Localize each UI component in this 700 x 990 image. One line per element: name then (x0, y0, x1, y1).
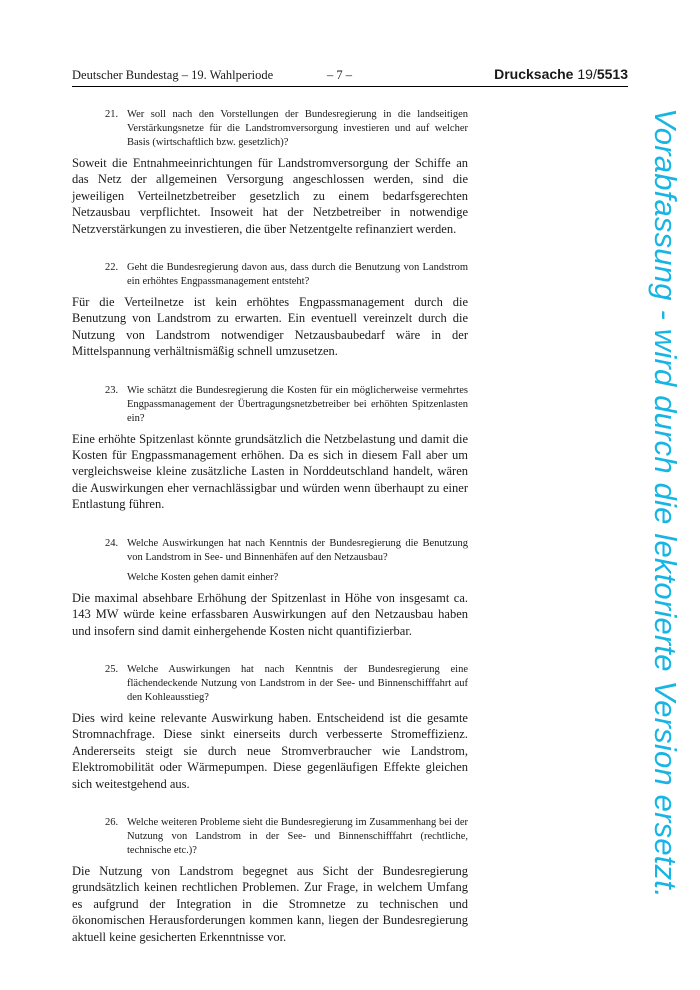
question-text: Geht die Bundesregierung davon aus, dass durch die Benutzung von Landstrom ein erhöhtes Engpassmanagement entsteht? (127, 262, 468, 288)
answer-text: Eine erhöhte Spitzenlast könnte grundsätzlich die Netzbelastung und damit die Kosten für Engpassmanagement erhöhen. Da es sich in diesem Fall aber um vergleichsweise kleine zusätzliche Lasten in Norddeutschland handelt, wären die Auswirkungen eher vernachlässigbar und würden wenn überhaupt zu einer Entlastung führen. (72, 431, 468, 512)
question-text: Wie schätzt die Bundesregierung die Kosten für ein möglicherweise vermehrtes Engpassmanagement der Übertragungsnetzbetreiber bei erhöhten Spitzenlasten ein? (127, 384, 468, 424)
draft-watermark (640, 108, 690, 898)
question (105, 537, 468, 565)
document-label: Drucksache (494, 66, 574, 82)
question-number: 23. (105, 384, 119, 396)
question-number: 21. (105, 109, 119, 120)
question-number: 24. (105, 537, 119, 549)
question-number: 22. (105, 262, 119, 274)
qa-item-21 (72, 108, 468, 237)
question-number: 26. (105, 816, 119, 828)
document-number (494, 66, 628, 82)
question-text: Welche weiteren Probleme sieht die Bundesregierung im Zusammenhang bei der Nutzung von Landstrom in der See- und Binnenschifffahrt (rechtliche, technische etc.)? (127, 816, 468, 856)
answer-text: Die maximal absehbare Erhöhung der Spitzenlast in Höhe von insgesamt ca. 143 MW würde keine erfassbaren Auswirkungen auf den Netzausbau haben und insofern sind damit einhergehende Kosten nicht quantifizierbar. (72, 590, 468, 638)
question-text: Wer soll nach den Vorstellungen der Bundesregierung in die landseitigen Verstärkungsnetze für die Landstromversorgung investieren und auf welcher Basis (wirtschaftlich bzw. gesetzlich)? (127, 109, 468, 148)
qa-item-24 (72, 537, 468, 639)
question (105, 816, 468, 858)
qa-item-23 (72, 384, 468, 513)
question-number: 25. (105, 663, 119, 675)
question (105, 384, 468, 426)
question-text: Welche Auswirkungen hat nach Kenntnis der Bundesregierung eine flächendeckende Nutzung von Landstrom in der See- und Binnenschifffahrt auf den Kohleausstieg? (127, 663, 468, 703)
parliament-title: Deutscher Bundestag – 19. Wahlperiode (72, 68, 274, 82)
question (105, 108, 468, 150)
sub-question-text: Welche Kosten gehen damit einher? (127, 571, 279, 583)
document-number-prefix: 19/ (577, 66, 597, 82)
page-body (72, 108, 468, 945)
page-header (72, 66, 628, 87)
answer-text: Für die Verteilnetze ist kein erhöhtes Engpassmanagement durch die Benutzung von Landstrom zu erwarten. Ein eventuell vereinzelt durch die Nutzung von Landstrom notwendiger Netzausbaubedarf wäre in der Mittelspannung verhältnismäßig schnell umzusetzen. (72, 295, 468, 359)
question-text: Welche Auswirkungen hat nach Kenntnis der Bundesregierung die Benutzung von Landstrom in See- und Binnenhäfen auf den Netzausbau? (127, 537, 468, 563)
question (105, 261, 468, 289)
answer-text: Die Nutzung von Landstrom begegnet aus Sicht der Bundesregierung grundsätzlich keinen rechtlichen Problemen. Zur Frage, in welchem Umfang es aufgrund der Integration in die Stromnetze zu technischen und ökonomischen Herausforderungen kommen kann, liegen der Bundesregierung aktuell keine gesicherten Erkenntnisse vor. (72, 863, 468, 944)
question (105, 663, 468, 705)
answer-text: Soweit die Entnahmeeinrichtungen für Landstromversorgung der Schiffe an das Netz der allgemeinen Versorgung angeschlossen werden, sind die jeweiligen Verteilnetzbetreiber gesetzlich zu einem bedarfsgerechten Netzausbau verpflichtet. Insoweit hat der Netzbetreiber in notwendige Netzverstärkungen zu investieren, die über Netzentgelte refinanziert werden. (72, 156, 468, 236)
watermark-text: Vorabfassung - wird durch die lektorierte Version ersetzt. (648, 108, 683, 898)
qa-item-22 (72, 261, 468, 360)
qa-item-25 (72, 663, 468, 792)
page-number: – 7 – (327, 68, 352, 82)
qa-item-26 (72, 816, 468, 945)
answer-text: Dies wird keine relevante Auswirkung haben. Entscheidend ist die gesamte Stromnachfrage. Diese sinkt einerseits durch verbesserte Stromeffizienz. Andererseits steigt sie durch neue Stromverbraucher wie Landstrom, Elektromobilität oder Wärmepumpen. Diese gegenläufigen Effekte gleichen sich weitestgehend aus. (72, 710, 468, 791)
document-number-suffix: 5513 (596, 66, 628, 82)
